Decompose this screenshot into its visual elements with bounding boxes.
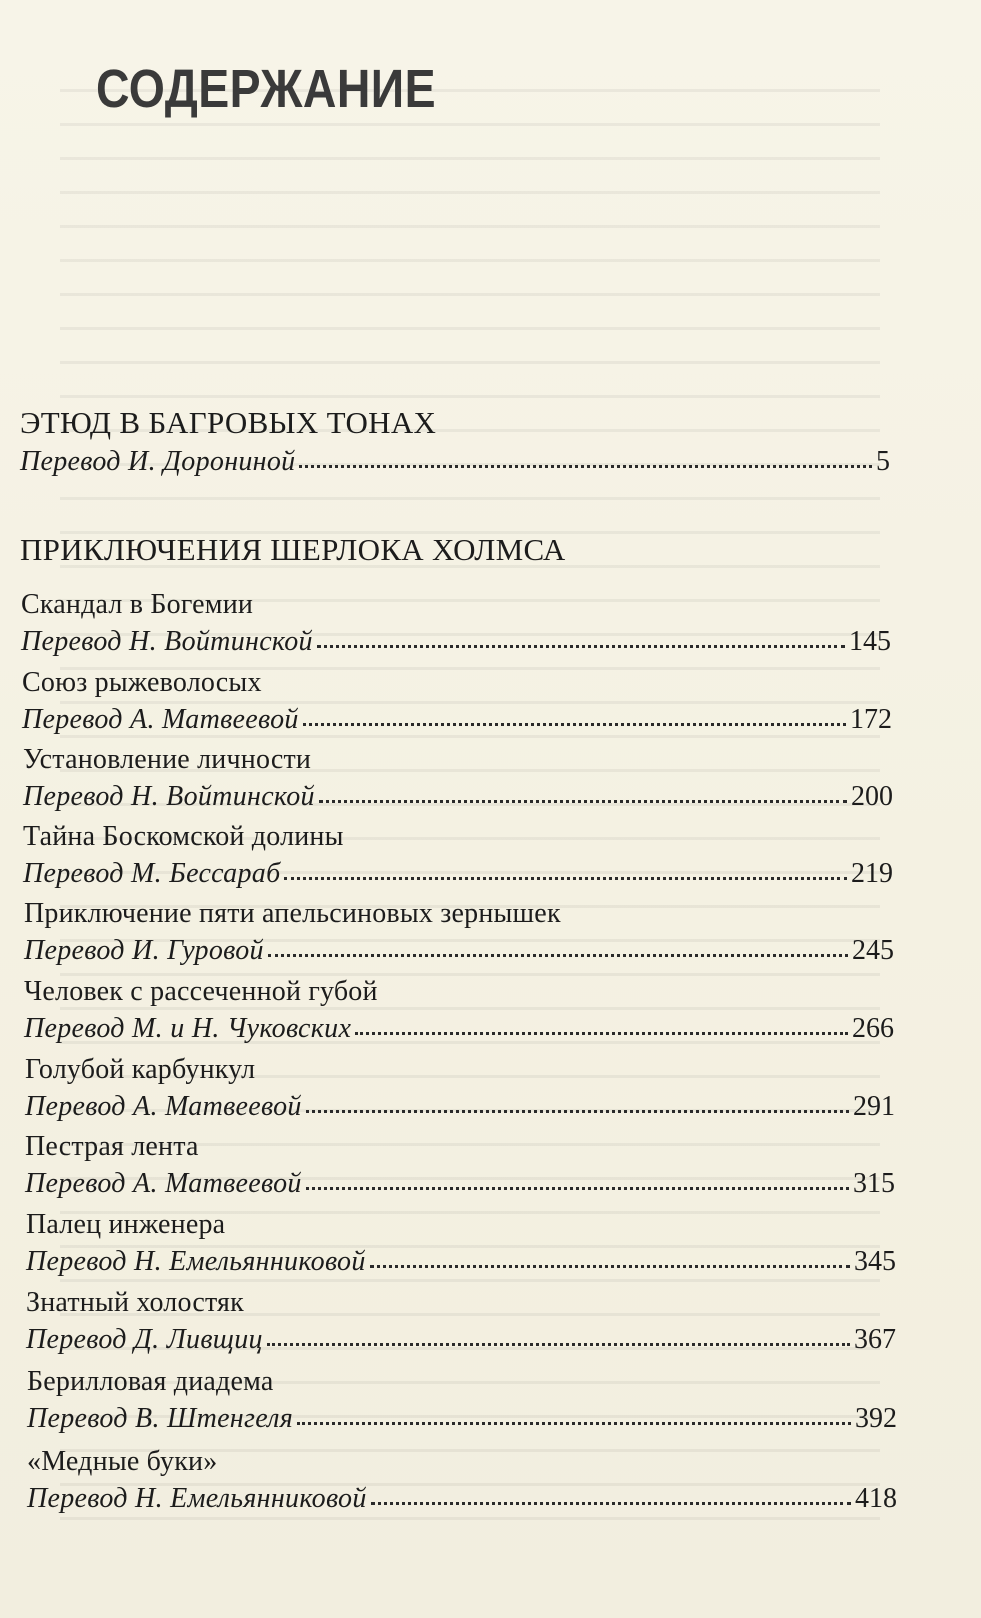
page-number: 418 — [855, 1483, 897, 1514]
translator-name: Перевод И. Гуровой — [24, 935, 264, 966]
page-number: 145 — [849, 626, 891, 657]
toc-entry-line — [23, 777, 893, 817]
toc-entry — [23, 743, 893, 817]
toc-entry — [27, 1365, 897, 1439]
story-title: Союз рыжеволосых — [22, 667, 262, 698]
story-title: Человек с рассеченной губой — [24, 976, 378, 1007]
page-number: 172 — [850, 704, 892, 735]
story-title: Установление личности — [23, 744, 312, 775]
toc-entry-line — [21, 622, 891, 662]
dot-leader — [317, 637, 845, 648]
dot-leader — [319, 792, 847, 803]
translator-name: Перевод А. Матвеевой — [25, 1091, 302, 1122]
page-title: СОДЕРЖАНИЕ — [96, 59, 437, 119]
page-number: 266 — [852, 1013, 894, 1044]
story-title: Тайна Боскомской долины — [23, 821, 344, 852]
toc-entry-line — [22, 700, 892, 740]
dot-leader — [267, 1335, 850, 1346]
part-title-adventures: ПРИКЛЮЧЕНИЯ ШЕРЛОКА ХОЛМСА — [20, 532, 566, 567]
toc-entry-line — [23, 854, 893, 894]
page-number: 345 — [854, 1246, 896, 1277]
dot-leader — [284, 869, 847, 880]
story-title: Приключение пяти апельсиновых зернышек — [24, 898, 561, 929]
story-title: «Медные буки» — [27, 1446, 218, 1477]
story-title: Берилловая диадема — [27, 1366, 274, 1397]
toc-entry — [22, 666, 892, 740]
toc-entry-line — [25, 1087, 895, 1127]
dot-leader — [299, 457, 872, 468]
dot-leader — [297, 1414, 851, 1425]
toc-entry-line — [24, 1009, 894, 1049]
translator-name: Перевод Д. Ливщиц — [26, 1324, 263, 1355]
story-title: Палец инженера — [26, 1209, 226, 1240]
toc-entry — [24, 897, 894, 971]
toc-entry-line — [27, 1479, 897, 1519]
translator-name: Перевод Н. Войтинской — [21, 626, 313, 657]
translator-name: Перевод И. Дорониной — [20, 446, 296, 477]
page-number: 315 — [853, 1168, 895, 1199]
toc-entry — [25, 1053, 895, 1127]
toc-entry — [24, 975, 894, 1049]
dot-leader — [306, 1179, 849, 1190]
toc-entry-line — [26, 1242, 896, 1282]
toc-entry-line — [25, 1164, 895, 1204]
translator-name: Перевод Н. Емельянниковой — [27, 1483, 367, 1514]
dot-leader — [268, 946, 848, 957]
story-title: Голубой карбункул — [25, 1054, 256, 1085]
page-number: 245 — [852, 935, 894, 966]
translator-name: Перевод М. и Н. Чуковских — [24, 1013, 352, 1044]
dot-leader — [306, 1102, 849, 1113]
page-number: 291 — [853, 1091, 895, 1122]
toc-entry-line — [26, 1320, 896, 1360]
toc-entry-line — [20, 442, 890, 482]
translator-name: Перевод Н. Войтинской — [23, 781, 315, 812]
translator-name: Перевод А. Матвеевой — [22, 704, 299, 735]
toc-entry-line — [27, 1399, 897, 1439]
page-number: 367 — [854, 1324, 896, 1355]
translator-name: Перевод Н. Емельянниковой — [26, 1246, 366, 1277]
toc-entry-study-in-scarlet — [20, 442, 890, 482]
translator-name: Перевод А. Матвеевой — [25, 1168, 302, 1199]
page-number: 392 — [855, 1403, 897, 1434]
toc-entry — [26, 1286, 896, 1360]
page-number: 5 — [876, 446, 890, 477]
toc-entry — [26, 1208, 896, 1282]
dot-leader — [370, 1257, 850, 1268]
page-number: 200 — [851, 781, 893, 812]
translator-name: Перевод В. Штенгеля — [27, 1403, 294, 1434]
story-title: Знатный холостяк — [26, 1287, 244, 1318]
toc-entry — [27, 1445, 897, 1519]
part-title-study-in-scarlet: ЭТЮД В БАГРОВЫХ ТОНАХ — [20, 405, 437, 440]
toc-entry-line — [24, 931, 894, 971]
story-title: Пестрая лента — [25, 1131, 199, 1162]
dot-leader — [355, 1024, 848, 1035]
toc-entry — [21, 588, 891, 662]
story-title: Скандал в Богемии — [21, 589, 254, 620]
toc-entry — [23, 820, 893, 894]
page-number: 219 — [851, 858, 893, 889]
dot-leader — [303, 715, 846, 726]
translator-name: Перевод М. Бессараб — [23, 858, 281, 889]
dot-leader — [371, 1494, 851, 1505]
toc-entry — [25, 1130, 895, 1204]
